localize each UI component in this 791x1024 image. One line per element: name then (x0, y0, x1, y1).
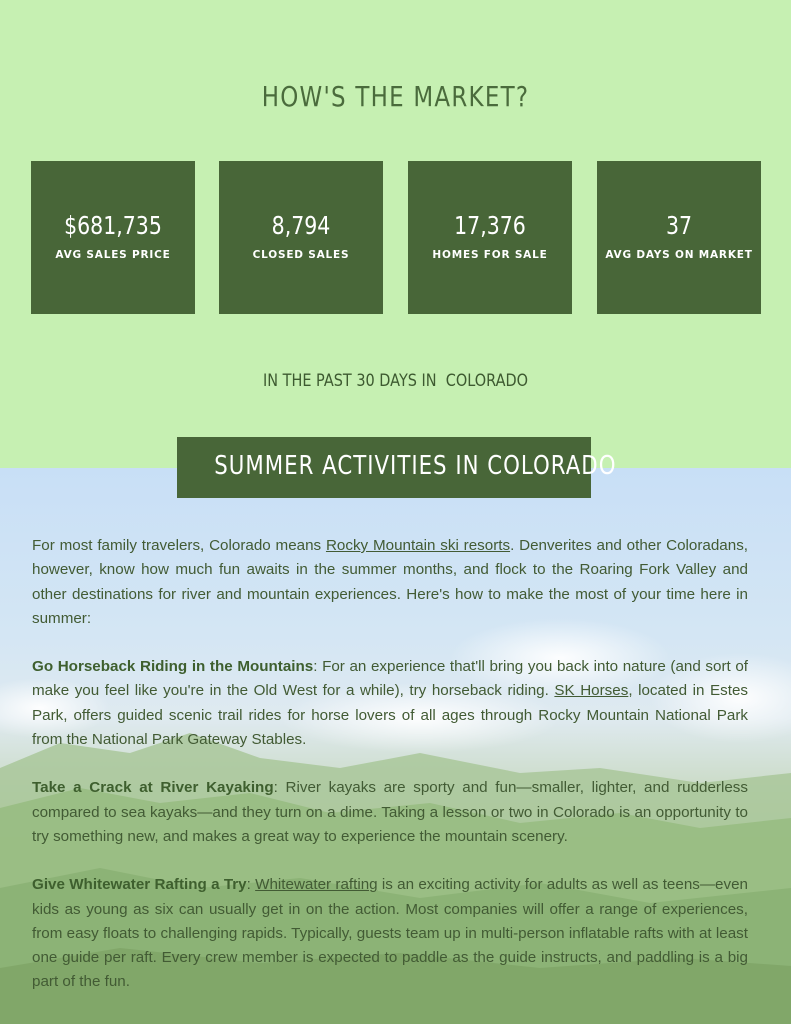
summer-activities-title: SUMMER ACTIVITIES IN COLORADO (214, 451, 617, 481)
horseback-text: : For an experience that'll bring you back into nature (and sort of make you feel like you're in the Old West for a while), try horseback riding. (32, 658, 748, 700)
stat-value: $681,735 (64, 211, 162, 240)
stat-homes-for-sale (408, 161, 572, 314)
intro-text-cont: . Denverites and other Coloradans, however, know how much fun awaits in the summer months, and flock to the Roaring Fork Valley and other destinations for river and mountain experiences. Here's how to make the most of your time here in summer: (32, 537, 749, 627)
rafting-heading: Give Whitewater Rafting a Try (32, 876, 247, 894)
stat-label: AVG SALES PRICE (55, 249, 171, 261)
stat-label: HOMES FOR SALE (432, 249, 548, 261)
stat-value: 8,794 (271, 211, 331, 240)
market-section (0, 0, 791, 468)
activities-article (32, 534, 748, 1019)
stat-closed-sales (219, 161, 383, 314)
ski-resorts-link[interactable]: Rocky Mountain ski resorts (325, 537, 511, 554)
market-title: HOW'S THE MARKET? (261, 80, 530, 113)
intro-text: For most family travelers, Colorado means (32, 537, 326, 554)
stat-avg-sales-price (31, 161, 195, 314)
kayaking-text: : River kayaks are sporty and fun—smaller, lighter, and rudderless compared to sea kayaks—and they turn on a dime. Taking a lesson or two in Colorado is an opportunity to try something new, and makes a great way to experience the mountain scenery. (32, 779, 748, 845)
intro-paragraph (32, 534, 748, 631)
kayaking-heading: Take a Crack at River Kayaking (32, 779, 274, 797)
stat-label: CLOSED SALES (252, 249, 350, 261)
stat-label: AVG DAYS ON MARKET (605, 249, 753, 261)
sk-horses-link[interactable]: SK Horses (554, 682, 629, 700)
summer-activities-banner (177, 437, 617, 498)
market-period: IN THE PAST 30 DAYS IN COLORADO (262, 371, 529, 391)
horseback-paragraph (32, 655, 748, 752)
kayaking-paragraph (32, 776, 748, 849)
rafting-paragraph (32, 873, 748, 994)
horseback-heading: Go Horseback Riding in the Mountains (32, 658, 314, 676)
stat-value: 37 (665, 211, 693, 240)
stat-value: 17,376 (454, 211, 526, 240)
stat-avg-days-on-market (597, 161, 761, 314)
rafting-text-cont: is an exciting activity for adults as well as teens—even kids as young as six can usually get in on the action. Most companies will offer a range of experiences, from easy floats to challenging rapids. Typically, guests team up in multi-person inflatable rafts with at least one guide per raft. Every crew member is expected to paddle as the guide instructs, and paddling is a big part of the fun. (32, 876, 748, 991)
whitewater-rafting-link[interactable]: Whitewater rafting (255, 876, 378, 894)
horseback-text-cont: , located in Estes Park, offers guided scenic trail rides for horse lovers of all ages through Rocky Mountain National Park from the National Park Gateway Stables. (32, 682, 748, 749)
rafting-text: : (246, 876, 256, 894)
